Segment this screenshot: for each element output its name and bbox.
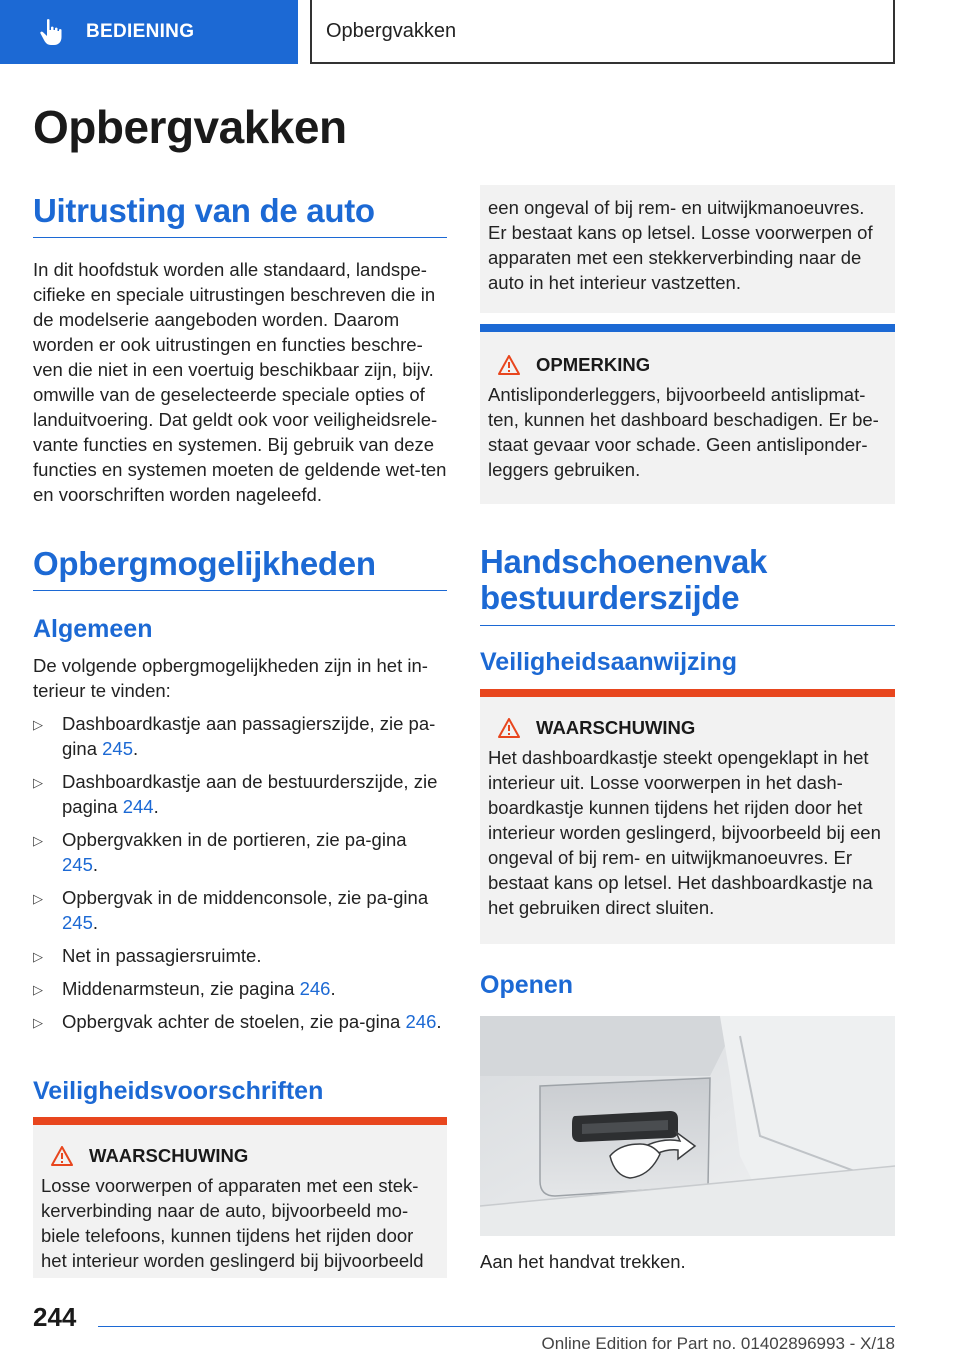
warning-continued-box: [480, 185, 895, 313]
list-item: ▷ Dashboardkastje aan de bestuurderszijde, zie pagina 244.: [33, 771, 438, 817]
list-item: ▷ Opbergvak achter de stoelen, zie pa-gina 246.: [33, 1009, 447, 1034]
list-item-text: Net in passagiersruimte.: [62, 945, 262, 966]
warning-text: Losse voorwerpen of apparaten met een stek-kerverbinding naar de auto, bijvoorbeeld mo-biele telefoons, kunnen tijdens het rijden door het interieur worden geslingerd bij bijvoorbeeld: [41, 1175, 424, 1271]
breadcrumb-text: Opbergvakken: [326, 19, 457, 42]
list-item-text: Middenarmsteun, zie pagina: [62, 978, 300, 999]
subheading-safety: Veiligheidsvoorschriften: [33, 1077, 324, 1105]
chapter-label: BEDIENING: [86, 21, 195, 42]
warning2-box: [480, 697, 895, 944]
figure-caption: Aan het handvat trekken.: [480, 1251, 686, 1272]
glovebox-heading-line1: Handschoenenvak: [480, 543, 768, 580]
footer-edition: Online Edition for Part no. 01402896993 - X/18: [541, 1334, 895, 1353]
page-link[interactable]: 245: [62, 854, 93, 875]
bullet-icon: ▷: [33, 949, 43, 964]
warning-header: [41, 1145, 439, 1167]
warning-title: WAARSCHUWING: [89, 1145, 249, 1166]
notice-header: [488, 354, 887, 376]
bullet-icon: ▷: [33, 1015, 43, 1030]
list-item-text: Dashboardkastje aan passagierszijde, zie pa-gina: [62, 713, 436, 759]
subheading-open: Openen: [480, 971, 574, 999]
page-link[interactable]: 246: [299, 978, 331, 999]
bullet-icon: ▷: [33, 833, 43, 848]
warning2-text: Het dashboardkastje steekt opengeklapt in het interieur uit. Losse voorwerpen in het dash-boardkastje kunnen tijdens het rijden door het interieur worden geslingerd, bijvoorbeeld bij een ongeval of bij rem- en uitwijkmanoeuvres. Er bestaat kans op letsel. Het dashboardkastje na het gebruiken direct sluiten.: [488, 747, 881, 918]
notice-box: [480, 332, 895, 504]
general-text: De volgende opbergmogelijkheden zijn in het in-terieur te vinden:: [33, 655, 428, 701]
subheading-general: Algemeen: [33, 615, 153, 643]
warning2-header: [488, 717, 887, 739]
page-link[interactable]: 246: [405, 1011, 437, 1032]
warning-box: [33, 1125, 447, 1278]
section-heading-glovebox: [480, 544, 895, 626]
warning-continued-text: een ongeval of bij rem- en uitwijkmanoeuvres. Er bestaat kans op letsel. Losse voorwerpen of apparaten met een stekkerverbinding naar de auto in het interieur vastzetten.: [488, 197, 873, 293]
warning-block: [33, 1117, 447, 1278]
notice-triangle-icon: [498, 355, 520, 375]
equipment-text: In dit hoofdstuk worden alle standaard, landspe-cifieke en speciale uitrustingen beschreven die in de modelserie aangeboden worden. Daarom worden er ook uitrustingen en functies beschre-ven die niet in een voertuig beschikbaar zijn, bijv. omwille van de geselecteerde speciale opties of landuitvoering. Dat geldt ook voor veiligheidsrele-vante functies en systemen. Bij gebruik van deze functies en systemen moeten de geldende wet-ten en voorschriften worden nageleefd.: [33, 259, 447, 505]
warning2-title: WAARSCHUWING: [536, 717, 696, 738]
list-item: ▷ Middenarmsteun, zie pagina 246.: [33, 976, 447, 1001]
notice-bar: [480, 324, 895, 332]
page-title: Opbergvakken: [33, 101, 347, 153]
subheading-safety-hint: Veiligheidsaanwijzing: [480, 648, 738, 676]
notice-block: [480, 324, 895, 504]
bullet-icon: ▷: [33, 775, 43, 790]
warning-bar: [33, 1117, 447, 1125]
glovebox-illustration: [480, 1016, 895, 1236]
section-heading-equipment: Uitrusting van de auto: [33, 193, 447, 238]
notice-title: OPMERKING: [536, 354, 651, 375]
chapter-tab[interactable]: [0, 0, 298, 64]
warning2-block: [480, 689, 895, 944]
hand-pointer-icon: [38, 18, 64, 46]
list-item: ▷ Opbergvakken in de portieren, zie pa-gina 245.: [33, 829, 407, 875]
list-item-text: Opbergvak in de middenconsole, zie pa-gina: [62, 887, 429, 908]
warning-triangle-icon: [498, 718, 520, 738]
list-item-text: Dashboardkastje aan de bestuurderszijde, zie pagina: [62, 771, 438, 817]
section-heading-storage: Opbergmogelijkheden: [33, 546, 447, 591]
bullet-icon: ▷: [33, 717, 43, 732]
page-link[interactable]: 245: [102, 738, 133, 759]
bullet-icon: ▷: [33, 891, 43, 906]
list-item-text: Opbergvak achter de stoelen, zie pa-gina: [62, 1011, 406, 1032]
list-item: ▷ Dashboardkastje aan passagierszijde, zie pa-gina 245.: [33, 713, 436, 759]
warning2-bar: [480, 689, 895, 697]
glovebox-drawing: [480, 1016, 895, 1236]
warning-triangle-icon: [51, 1146, 73, 1166]
list-item: ▷ Opbergvak in de middenconsole, zie pa-gina 245.: [33, 887, 429, 933]
storage-list: [33, 711, 447, 1042]
page-number: 244: [33, 1302, 77, 1332]
notice-text: Antisliponderleggers, bijvoorbeeld antislipmat-ten, kunnen het dashboard beschadigen. Er be-staat gevaar voor schade. Geen antisliponder-leggers gebruiken.: [488, 384, 879, 480]
page-link[interactable]: 245: [62, 912, 93, 933]
footer-divider: [98, 1326, 895, 1327]
glovebox-heading-line2: bestuurderszijde: [480, 579, 740, 617]
list-item: [33, 943, 447, 968]
breadcrumb: [310, 0, 895, 64]
list-item-text: Opbergvakken in de portieren, zie pa-gina: [62, 829, 407, 850]
page-link[interactable]: 244: [122, 796, 154, 817]
bullet-icon: ▷: [33, 982, 43, 997]
